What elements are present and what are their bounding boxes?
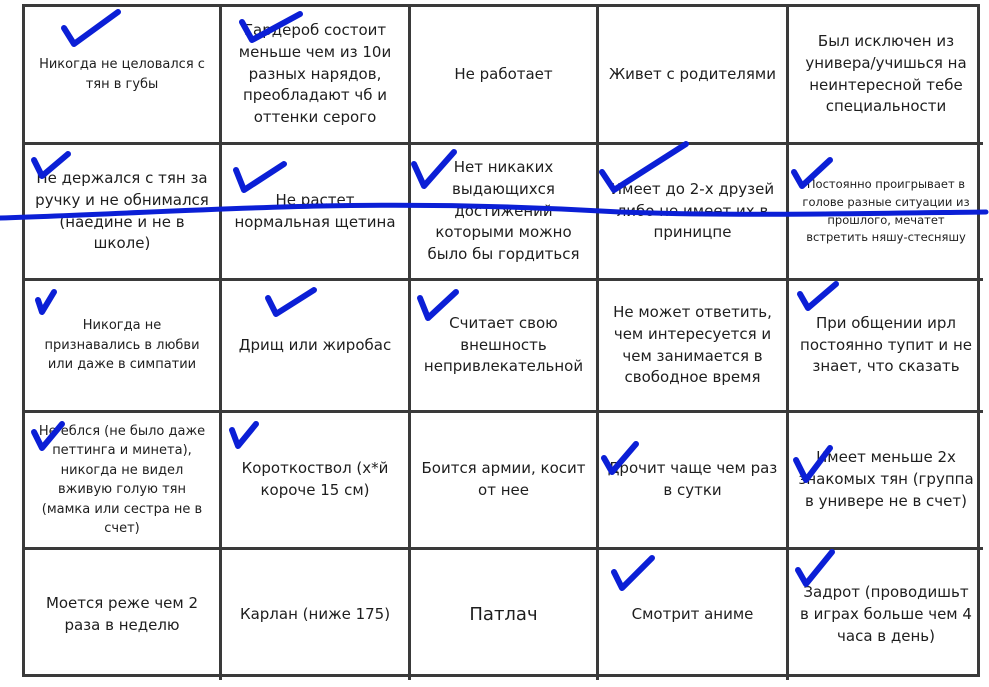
bingo-cell-5-4 [599, 550, 789, 680]
bingo-cell-3-3 [411, 281, 599, 413]
bingo-cell-1-5 [789, 7, 983, 145]
cell-text: Был исключен из универа/учишься на неинтересной тебе специальности [805, 32, 967, 116]
bingo-cell-3-5 [789, 281, 983, 413]
cell-text: Имеет меньше 2х знакомых тян (группа в универе не в счет) [798, 448, 974, 510]
cell-text: Боится армии, косит от нее [421, 459, 586, 499]
bingo-cell-4-5 [789, 413, 983, 550]
bingo-cell-5-5 [789, 550, 983, 680]
bingo-cell-2-2 [222, 145, 411, 281]
bingo-cell-3-4 [599, 281, 789, 413]
bingo-cell-4-1 [25, 413, 222, 550]
cell-text: Гардероб состоит меньше чем из 10и разных нарядов, преобладают чб и оттенки серого [238, 21, 392, 127]
cell-text: Патлач [469, 603, 538, 625]
bingo-cell-2-3 [411, 145, 599, 281]
cell-text: Не еблся (не было даже петтинга и минета), никогда не видел вживую голую тян (мамка или сестра не в счет) [38, 423, 206, 536]
cell-text: При общении ирл постоянно тупит и не знает, что сказать [800, 313, 972, 376]
bingo-cell-2-5 [789, 145, 983, 281]
cell-text: Нет никаких выдающихся достижений которыми можно было бы гордиться [427, 158, 580, 264]
bingo-cell-1-2 [222, 7, 411, 145]
cell-text: Постоянно проигрывает в голове разные ситуации из прошлого, мечатет встретить няшу-стесняшу [802, 176, 970, 245]
cell-text: Живет с родителями [609, 64, 776, 83]
bingo-cell-3-2 [222, 281, 411, 413]
cell-text: Не может ответить, чем интересуется и чем занимается в свободное время [613, 303, 772, 387]
cell-text: Не работает [454, 64, 553, 83]
cell-text: Задрот (проводишьт в играх больше чем 4 часа в день) [800, 583, 972, 645]
bingo-cell-1-1 [25, 7, 222, 145]
bingo-cell-5-2 [222, 550, 411, 680]
cell-text: Дрочит чаще чем раз в сутки [607, 459, 778, 499]
bingo-cell-1-4 [599, 7, 789, 145]
cell-text: Никогда не целовался с тян в губы [39, 57, 205, 92]
bingo-cell-4-2 [222, 413, 411, 550]
cell-text: Смотрит аниме [631, 605, 754, 624]
cell-text: Карлан (ниже 175) [239, 605, 391, 624]
cell-text: Короткоствол (х*й короче 15 см) [241, 459, 389, 499]
cell-text: Не растет нормальная щетина [234, 190, 396, 231]
bingo-board [22, 4, 980, 677]
bingo-cell-4-4 [599, 413, 789, 550]
bingo-cell-5-3 [411, 550, 599, 680]
cell-text: Не держался с тян за ручку и не обнимался (наедине и не в школе) [35, 169, 209, 253]
bingo-cell-1-3 [411, 7, 599, 145]
cell-text: Дрищ или жиробас [238, 335, 392, 354]
bingo-cell-5-1 [25, 550, 222, 680]
bingo-cell-2-1 [25, 145, 222, 281]
cell-text: Моется реже чем 2 раза в неделю [45, 594, 199, 634]
cell-text: Никогда не признавались в любви или даже в симпатии [44, 318, 200, 373]
cell-text: Считает свою внешность непривлекательной [423, 313, 584, 376]
bingo-cell-4-3 [411, 413, 599, 550]
cell-text: Имеет до 2-х друзей либо не имеет их в приницпе [610, 179, 775, 242]
bingo-cell-3-1 [25, 281, 222, 413]
bingo-cell-2-4 [599, 145, 789, 281]
